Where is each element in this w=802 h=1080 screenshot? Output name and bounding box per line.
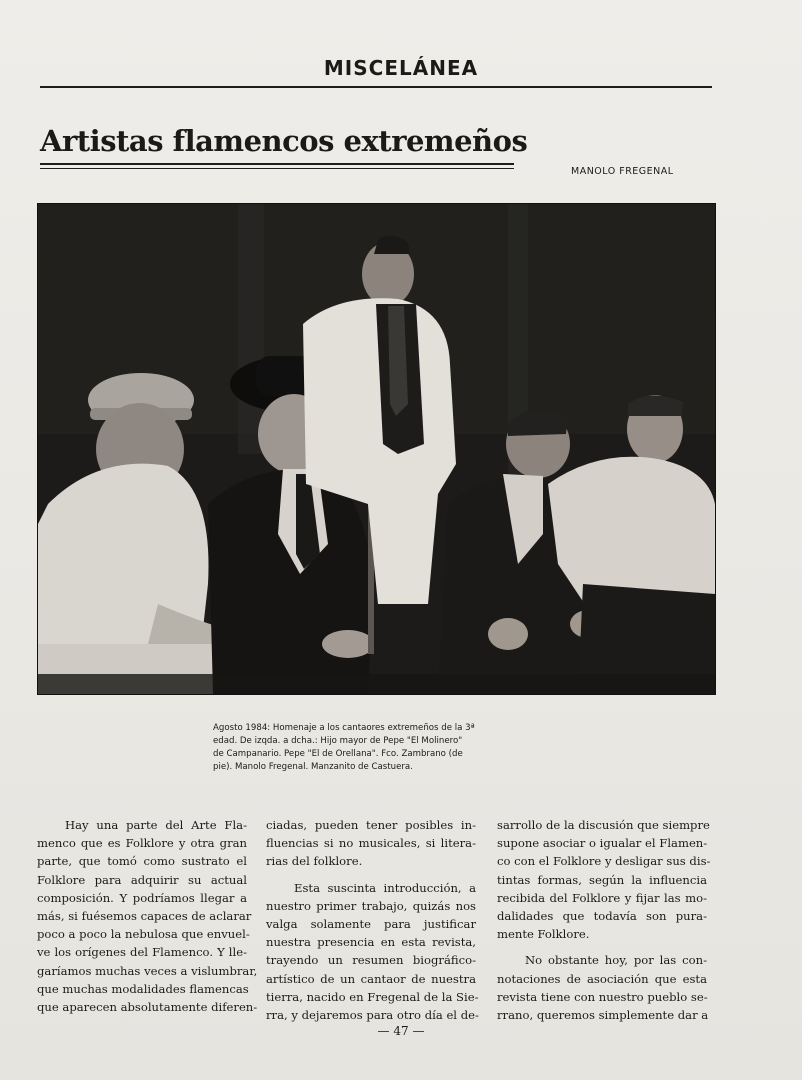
text-line: nuestro primer trabajo, quizás nos: [266, 898, 476, 913]
text-line: tierra, nacido en Fregenal de la Sie-: [266, 989, 479, 1004]
caption-line: Agosto 1984: Homenaje a los cantaores extremeños de la 3ª: [213, 723, 475, 733]
text-line: composición. Y podríamos llegar a: [37, 890, 247, 905]
text-line: co con el Folklore y desligar sus dis-: [497, 854, 711, 869]
text-line: rrano, queremos simplemente dar a: [497, 1008, 709, 1023]
author-name: MANOLO FREGENAL: [571, 166, 674, 177]
title-rule-thin: [40, 168, 514, 169]
text-line: rra, y dejaremos para otro día el de-: [266, 1008, 479, 1023]
text-line: notaciones de asociación que esta: [497, 971, 707, 986]
text-line: Folklore para adquirir su actual: [37, 872, 247, 887]
photo-caption: [213, 722, 513, 774]
caption-line: de Campanario. Pepe "El de Orellana". Fco. Zambrano (de: [213, 749, 463, 759]
title-rule: [40, 163, 514, 165]
text-line: que muchas modalidades flamencas: [37, 981, 249, 996]
text-column-1: [37, 816, 258, 1016]
paragraph-gap: [266, 871, 476, 879]
group-photo: [37, 203, 716, 695]
text-column-2: [266, 816, 479, 1024]
text-line: sarrollo de la discusión que siempre: [497, 818, 710, 832]
text-line: garíamos muchas veces a vislumbrar,: [37, 963, 258, 978]
paragraph-gap: [497, 943, 707, 951]
photo-illustration: [38, 204, 715, 694]
text-line: recibida del Folklore y fijar las mo-: [497, 890, 707, 905]
caption-line: pie). Manolo Fregenal. Manzanito de Castuera.: [213, 762, 413, 772]
text-line: menco que es Folklore y otra gran: [37, 836, 247, 851]
text-line: supone asociar o igualar el Flamen-: [497, 836, 708, 851]
text-line: No obstante hoy, por las con-: [525, 953, 707, 968]
text-line: más, si fuésemos capaces de aclarar: [37, 909, 252, 924]
text-line: tintas formas, según la influencia: [497, 872, 707, 887]
caption-line: edad. De izqda. a dcha.: Hijo mayor de Pepe "El Molinero": [213, 736, 463, 746]
text-line: rias del folklore.: [266, 854, 363, 869]
text-line: dalidades que todavía son pura-: [497, 909, 707, 924]
text-line: parte, que tomó como sustrato el: [37, 854, 247, 869]
text-line: poco a poco la nebulosa que envuel-: [37, 927, 250, 942]
header-rule: [40, 86, 712, 88]
text-line: valga solamente para justificar: [266, 917, 476, 932]
text-column-3: [497, 816, 711, 1024]
text-line: Hay una parte del Arte Fla-: [65, 818, 247, 832]
text-line: fluencias si no musicales, si litera-: [266, 836, 476, 851]
text-line: ve los orígenes del Flamenco. Y lle-: [37, 945, 247, 960]
text-line: que aparecen absolutamente diferen-: [37, 1000, 258, 1015]
text-line: revista tiene con nuestro pueblo se-: [497, 989, 708, 1004]
text-line: nuestra presencia en esta revista,: [266, 935, 476, 950]
text-line: trayendo un resumen biográfico-: [266, 953, 476, 968]
text-line: Esta suscinta introducción, a: [294, 880, 476, 895]
section-title: MISCELÁNEA: [323, 56, 479, 80]
text-line: mente Folklore.: [497, 927, 590, 942]
text-line: ciadas, pueden tener posibles in-: [266, 818, 476, 832]
article-title: Artistas flamencos extremeños: [40, 124, 528, 158]
page-number: — 47 —: [377, 1024, 425, 1038]
text-line: artístico de un cantaor de nuestra: [266, 971, 476, 986]
